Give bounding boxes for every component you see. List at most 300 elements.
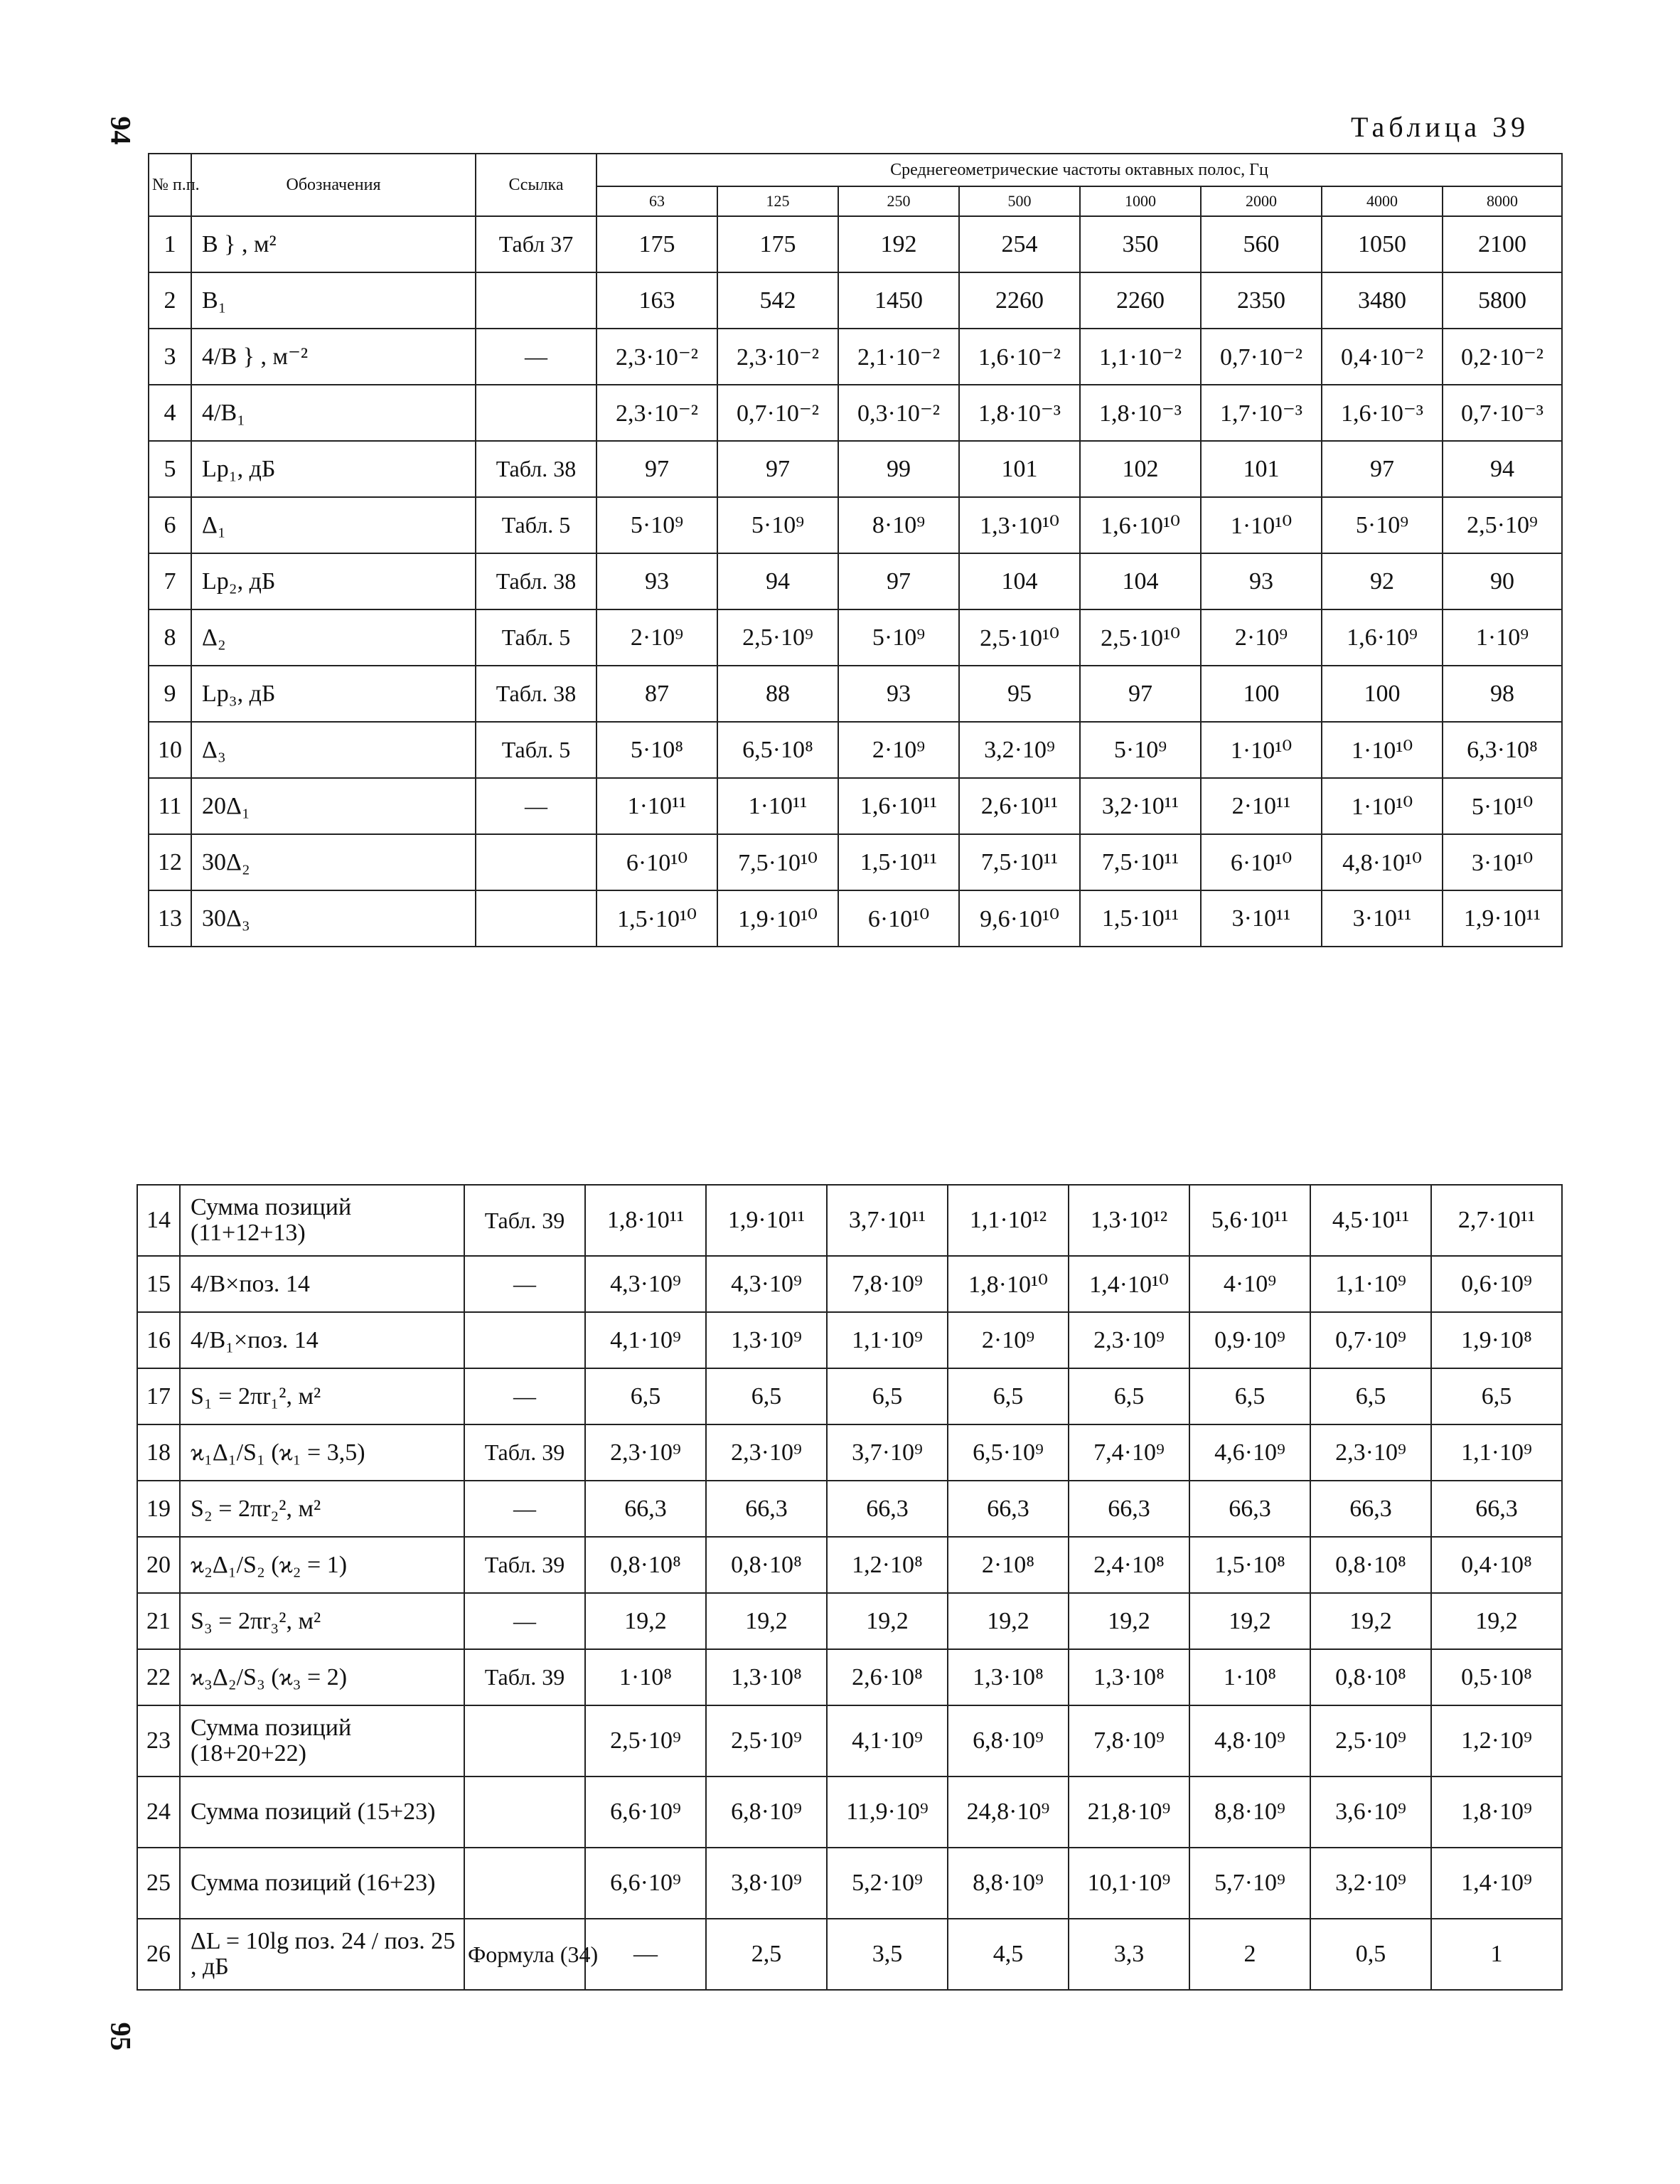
table-row [137,1312,1562,1368]
value-cell: 1,1·10¹² [948,1185,1069,1256]
row-reference [464,1848,585,1919]
table-row [137,1481,1562,1537]
table-row [137,1537,1562,1593]
value-cell: 2,5·10⁹ [717,609,838,666]
table-row [149,553,1562,609]
value-cell: 4,8·10⁹ [1189,1705,1310,1777]
value-cell: 7,4·10⁹ [1069,1424,1189,1481]
value-cell: 1,9·10¹¹ [1443,890,1562,947]
value-cell: 7,8·10⁹ [827,1256,948,1312]
value-cell: 8,8·10⁹ [1189,1777,1310,1848]
row-designation: 30Δ₂ [191,834,476,890]
value-cell: 5800 [1443,272,1562,329]
row-number: 24 [137,1777,180,1848]
header-freq: 2000 [1201,186,1322,216]
value-cell: 3480 [1322,272,1443,329]
row-reference: Табл. 39 [464,1649,585,1705]
value-cell: 2100 [1443,216,1562,272]
row-designation: S₁ = 2πr₁², м² [180,1368,464,1424]
value-cell: 66,3 [585,1481,706,1537]
value-cell: 7,5·10¹¹ [1080,834,1201,890]
value-cell: 0,7·10⁻² [1201,329,1322,385]
row-designation: B₁ [191,272,476,329]
row-number: 18 [137,1424,180,1481]
value-cell: 1 [1431,1919,1562,1990]
row-reference: — [464,1368,585,1424]
table-row [149,329,1562,385]
value-cell: 100 [1322,666,1443,722]
value-cell: 6,5 [1189,1368,1310,1424]
value-cell: 2,5·10¹⁰ [1080,609,1201,666]
header-freq: 125 [717,186,838,216]
value-cell: 19,2 [706,1593,827,1649]
value-cell: 1,3·10¹⁰ [959,497,1080,553]
value-cell: 6,5·10⁸ [717,722,838,778]
value-cell: 5·10⁹ [717,497,838,553]
value-cell: 1,9·10¹¹ [706,1185,827,1256]
row-number: 8 [149,609,191,666]
table-row [149,722,1562,778]
value-cell: 6,5 [706,1368,827,1424]
value-cell: 1,2·10⁸ [827,1537,948,1593]
row-number: 10 [149,722,191,778]
value-cell: 93 [838,666,959,722]
value-cell: 3,2·10⁹ [1310,1848,1431,1919]
row-designation: 4/B } , м⁻² [191,329,476,385]
value-cell: 3,5 [827,1919,948,1990]
row-reference: Табл. 5 [476,722,596,778]
value-cell: 0,7·10⁻³ [1443,385,1562,441]
value-cell: 4,6·10⁹ [1189,1424,1310,1481]
value-cell: 1,4·10⁹ [1431,1848,1562,1919]
header-freq: 8000 [1443,186,1562,216]
value-cell: 1·10¹⁰ [1201,722,1322,778]
value-cell: 1,6·10¹⁰ [1080,497,1201,553]
value-cell: 102 [1080,441,1201,497]
value-cell: 101 [959,441,1080,497]
value-cell: 0,4·10⁻² [1322,329,1443,385]
table-39-part-1 [148,153,1563,947]
value-cell: 101 [1201,441,1322,497]
value-cell: 1,5·10¹⁰ [596,890,717,947]
page-number-top: 94 [105,116,137,145]
row-reference: Табл 37 [476,216,596,272]
value-cell: 104 [959,553,1080,609]
value-cell: 24,8·10⁹ [948,1777,1069,1848]
value-cell: 1·10¹⁰ [1201,497,1322,553]
value-cell: 2260 [959,272,1080,329]
value-cell: 4,3·10⁹ [585,1256,706,1312]
table-row [149,834,1562,890]
value-cell: 6,5 [948,1368,1069,1424]
value-cell: 2,7·10¹¹ [1431,1185,1562,1256]
value-cell: 1,2·10⁹ [1431,1705,1562,1777]
table-row [137,1705,1562,1777]
value-cell: 94 [717,553,838,609]
value-cell: 2,3·10⁹ [1310,1424,1431,1481]
row-number: 2 [149,272,191,329]
value-cell: 0,7·10⁹ [1310,1312,1431,1368]
row-reference: — [464,1481,585,1537]
row-designation: Δ₃ [191,722,476,778]
value-cell: 66,3 [1069,1481,1189,1537]
row-reference: Табл. 38 [476,441,596,497]
value-cell: 2,6·10⁸ [827,1649,948,1705]
value-cell: 2,5·10⁹ [1443,497,1562,553]
row-reference: — [476,329,596,385]
row-reference: Табл. 39 [464,1537,585,1593]
value-cell: 0,4·10⁸ [1431,1537,1562,1593]
value-cell: 66,3 [827,1481,948,1537]
row-number: 22 [137,1649,180,1705]
value-cell: 88 [717,666,838,722]
header-reference: Ссылка [476,154,596,216]
row-reference: — [464,1256,585,1312]
table-row [149,441,1562,497]
table-top-body [149,216,1562,947]
value-cell: 6,8·10⁹ [948,1705,1069,1777]
value-cell: 4,5 [948,1919,1069,1990]
value-cell: 2,3·10⁹ [585,1424,706,1481]
row-reference: Табл. 38 [476,666,596,722]
value-cell: 1·10⁸ [1189,1649,1310,1705]
row-designation: 4/B₁ [191,385,476,441]
row-reference: Формула (34) [464,1919,585,1990]
value-cell: 2350 [1201,272,1322,329]
value-cell: 6,5 [827,1368,948,1424]
row-number: 15 [137,1256,180,1312]
value-cell: 1450 [838,272,959,329]
value-cell: 5·10⁸ [596,722,717,778]
value-cell: 1,8·10⁹ [1431,1777,1562,1848]
row-designation: 20Δ₁ [191,778,476,834]
row-number: 21 [137,1593,180,1649]
value-cell: 2,1·10⁻² [838,329,959,385]
value-cell: 2,3·10⁹ [706,1424,827,1481]
value-cell: 2,5·10⁹ [1310,1705,1431,1777]
row-number: 9 [149,666,191,722]
row-designation: Сумма позиций (18+20+22) [180,1705,464,1777]
value-cell: 3,8·10⁹ [706,1848,827,1919]
value-cell: 19,2 [1310,1593,1431,1649]
row-reference: — [464,1593,585,1649]
value-cell: 1·10¹¹ [717,778,838,834]
value-cell: 1·10¹⁰ [1322,722,1443,778]
row-number: 4 [149,385,191,441]
value-cell: 19,2 [827,1593,948,1649]
value-cell: 2 [1189,1919,1310,1990]
table-row [137,1919,1562,1990]
value-cell: 0,3·10⁻² [838,385,959,441]
value-cell: 0,8·10⁸ [706,1537,827,1593]
value-cell: 560 [1201,216,1322,272]
value-cell: 5·10⁹ [1080,722,1201,778]
value-cell: 3,7·10¹¹ [827,1185,948,1256]
value-cell: 1,5·10¹¹ [838,834,959,890]
value-cell: 4,5·10¹¹ [1310,1185,1431,1256]
value-cell: 2,4·10⁸ [1069,1537,1189,1593]
value-cell: 0,7·10⁻² [717,385,838,441]
row-designation: B } , м² [191,216,476,272]
value-cell: 97 [1080,666,1201,722]
value-cell: 2·10¹¹ [1201,778,1322,834]
value-cell: 11,9·10⁹ [827,1777,948,1848]
value-cell: 3·10¹¹ [1201,890,1322,947]
row-number: 19 [137,1481,180,1537]
value-cell: 5,7·10⁹ [1189,1848,1310,1919]
row-designation: ϰ₃Δ₂/S₃ (ϰ₃ = 2) [180,1649,464,1705]
value-cell: 1,9·10⁸ [1431,1312,1562,1368]
value-cell: 1·10¹¹ [596,778,717,834]
value-cell: 6,5 [585,1368,706,1424]
row-number: 23 [137,1705,180,1777]
value-cell: 1·10⁸ [585,1649,706,1705]
value-cell: 66,3 [948,1481,1069,1537]
value-cell: 1,3·10⁸ [948,1649,1069,1705]
row-number: 17 [137,1368,180,1424]
value-cell: 3,6·10⁹ [1310,1777,1431,1848]
value-cell: 87 [596,666,717,722]
row-number: 7 [149,553,191,609]
value-cell: 2,3·10⁻² [717,329,838,385]
value-cell: 97 [717,441,838,497]
row-designation: Сумма позиций (11+12+13) [180,1185,464,1256]
table-row [149,497,1562,553]
value-cell: 19,2 [585,1593,706,1649]
table-row [137,1256,1562,1312]
value-cell: 104 [1080,553,1201,609]
table-row [137,1593,1562,1649]
value-cell: 1,4·10¹⁰ [1069,1256,1189,1312]
value-cell: 19,2 [948,1593,1069,1649]
row-reference [464,1705,585,1777]
value-cell: 175 [717,216,838,272]
value-cell: 1,8·10¹¹ [585,1185,706,1256]
value-cell: 6,5·10⁹ [948,1424,1069,1481]
header-frequency-group: Среднегеометрические частоты октавных полос, Гц [596,154,1562,186]
row-designation: 30Δ₃ [191,890,476,947]
value-cell: 163 [596,272,717,329]
value-cell: 3,3 [1069,1919,1189,1990]
row-reference [464,1312,585,1368]
value-cell: 0,9·10⁹ [1189,1312,1310,1368]
value-cell: 66,3 [1189,1481,1310,1537]
value-cell: 6·10¹⁰ [596,834,717,890]
value-cell: 19,2 [1189,1593,1310,1649]
value-cell: 7,5·10¹⁰ [717,834,838,890]
header-freq: 63 [596,186,717,216]
table-row [137,1848,1562,1919]
value-cell: 0,2·10⁻² [1443,329,1562,385]
row-number: 20 [137,1537,180,1593]
value-cell: 92 [1322,553,1443,609]
row-reference [464,1777,585,1848]
table-title: Таблица 39 [1351,111,1530,143]
value-cell: 2·10⁹ [1201,609,1322,666]
row-designation: 4/B₁×поз. 14 [180,1312,464,1368]
value-cell: 1,6·10⁹ [1322,609,1443,666]
value-cell: 1,8·10⁻³ [959,385,1080,441]
value-cell: 6,5 [1431,1368,1562,1424]
row-designation: S₂ = 2πr₂², м² [180,1481,464,1537]
value-cell: 66,3 [706,1481,827,1537]
value-cell: 99 [838,441,959,497]
value-cell: 5,2·10⁹ [827,1848,948,1919]
value-cell: 6,3·10⁸ [1443,722,1562,778]
value-cell: 6·10¹⁰ [838,890,959,947]
row-reference [476,834,596,890]
header-freq: 1000 [1080,186,1201,216]
value-cell: 5·10⁹ [838,609,959,666]
value-cell: 1,8·10¹⁰ [948,1256,1069,1312]
value-cell: 4,3·10⁹ [706,1256,827,1312]
table-row [149,890,1562,947]
value-cell: 10,1·10⁹ [1069,1848,1189,1919]
value-cell: 0,8·10⁸ [1310,1649,1431,1705]
value-cell: 90 [1443,553,1562,609]
table-row [149,272,1562,329]
row-designation: ϰ₁Δ₁/S₁ (ϰ₁ = 3,5) [180,1424,464,1481]
value-cell: 19,2 [1069,1593,1189,1649]
value-cell: 3,2·10¹¹ [1080,778,1201,834]
row-designation: ϰ₂Δ₁/S₂ (ϰ₂ = 1) [180,1537,464,1593]
row-reference [476,385,596,441]
row-designation: 4/B×поз. 14 [180,1256,464,1312]
value-cell: 66,3 [1310,1481,1431,1537]
value-cell: 2260 [1080,272,1201,329]
value-cell: 1,5·10¹¹ [1080,890,1201,947]
row-number: 16 [137,1312,180,1368]
value-cell: 9,6·10¹⁰ [959,890,1080,947]
value-cell: 0,8·10⁸ [585,1537,706,1593]
row-reference [476,272,596,329]
value-cell: 95 [959,666,1080,722]
value-cell: 93 [596,553,717,609]
table-row [149,385,1562,441]
value-cell: 1,7·10⁻³ [1201,385,1322,441]
value-cell: 7,5·10¹¹ [959,834,1080,890]
row-number: 11 [149,778,191,834]
value-cell: 4,1·10⁹ [585,1312,706,1368]
value-cell: 0,5·10⁸ [1431,1649,1562,1705]
value-cell: 8·10⁹ [838,497,959,553]
value-cell: 4,8·10¹⁰ [1322,834,1443,890]
row-reference: Табл. 5 [476,497,596,553]
row-reference: Табл. 5 [476,609,596,666]
value-cell: 2,5 [706,1919,827,1990]
value-cell: 1,1·10⁹ [1310,1256,1431,1312]
row-designation: Lp₂, дБ [191,553,476,609]
row-number: 14 [137,1185,180,1256]
value-cell: 350 [1080,216,1201,272]
value-cell: 6,8·10⁹ [706,1777,827,1848]
table-row [137,1649,1562,1705]
value-cell: 192 [838,216,959,272]
value-cell: 254 [959,216,1080,272]
header-num: № п.п. [149,154,191,216]
value-cell: 2·10⁹ [838,722,959,778]
row-number: 12 [149,834,191,890]
value-cell: 1,1·10⁻² [1080,329,1201,385]
table-row [149,216,1562,272]
value-cell: 2,5·10⁹ [585,1705,706,1777]
value-cell: 1,9·10¹⁰ [717,890,838,947]
row-designation: Δ₂ [191,609,476,666]
table-39-part-2 [137,1184,1563,1991]
value-cell: 2·10⁹ [948,1312,1069,1368]
value-cell: 97 [838,553,959,609]
row-designation: Lp₁, дБ [191,441,476,497]
row-reference: Табл. 39 [464,1424,585,1481]
value-cell: 1,3·10¹² [1069,1185,1189,1256]
value-cell: 97 [1322,441,1443,497]
table-row [149,666,1562,722]
value-cell: 21,8·10⁹ [1069,1777,1189,1848]
value-cell: 97 [596,441,717,497]
value-cell: 1,6·10⁻² [959,329,1080,385]
header-freq: 4000 [1322,186,1443,216]
row-number: 6 [149,497,191,553]
value-cell: 66,3 [1431,1481,1562,1537]
row-number: 1 [149,216,191,272]
row-number: 5 [149,441,191,497]
value-cell: 2·10⁹ [596,609,717,666]
table-row [137,1777,1562,1848]
value-cell: 1050 [1322,216,1443,272]
table-row [149,778,1562,834]
table-row [137,1368,1562,1424]
row-reference [476,890,596,947]
value-cell: 1,1·10⁹ [827,1312,948,1368]
value-cell: 1·10⁹ [1443,609,1562,666]
row-number: 13 [149,890,191,947]
row-number: 3 [149,329,191,385]
value-cell: 0,6·10⁹ [1431,1256,1562,1312]
table-bottom-body [137,1185,1562,1990]
row-reference: — [476,778,596,834]
row-designation: S₃ = 2πr₃², м² [180,1593,464,1649]
row-reference: Табл. 39 [464,1185,585,1256]
value-cell: 8,8·10⁹ [948,1848,1069,1919]
row-designation: Lp₃, дБ [191,666,476,722]
row-number: 26 [137,1919,180,1990]
value-cell: 2,5·10¹⁰ [959,609,1080,666]
value-cell: 3·10¹⁰ [1443,834,1562,890]
value-cell: 2·10⁸ [948,1537,1069,1593]
row-designation: Сумма позиций (15+23) [180,1777,464,1848]
value-cell: 94 [1443,441,1562,497]
value-cell: 5·10¹⁰ [1443,778,1562,834]
value-cell: 5·10⁹ [596,497,717,553]
value-cell: 1,3·10⁹ [706,1312,827,1368]
value-cell: — [585,1919,706,1990]
value-cell: 6,6·10⁹ [585,1848,706,1919]
value-cell: 4·10⁹ [1189,1256,1310,1312]
value-cell: 2,5·10⁹ [706,1705,827,1777]
value-cell: 100 [1201,666,1322,722]
value-cell: 3·10¹¹ [1322,890,1443,947]
row-designation: ΔL = 10lg поз. 24 / поз. 25 , дБ [180,1919,464,1990]
value-cell: 1,3·10⁸ [706,1649,827,1705]
value-cell: 0,8·10⁸ [1310,1537,1431,1593]
value-cell: 6·10¹⁰ [1201,834,1322,890]
table-row [137,1185,1562,1256]
header-freq: 250 [838,186,959,216]
value-cell: 1,6·10⁻³ [1322,385,1443,441]
value-cell: 1,5·10⁸ [1189,1537,1310,1593]
value-cell: 1,3·10⁸ [1069,1649,1189,1705]
value-cell: 3,2·10⁹ [959,722,1080,778]
